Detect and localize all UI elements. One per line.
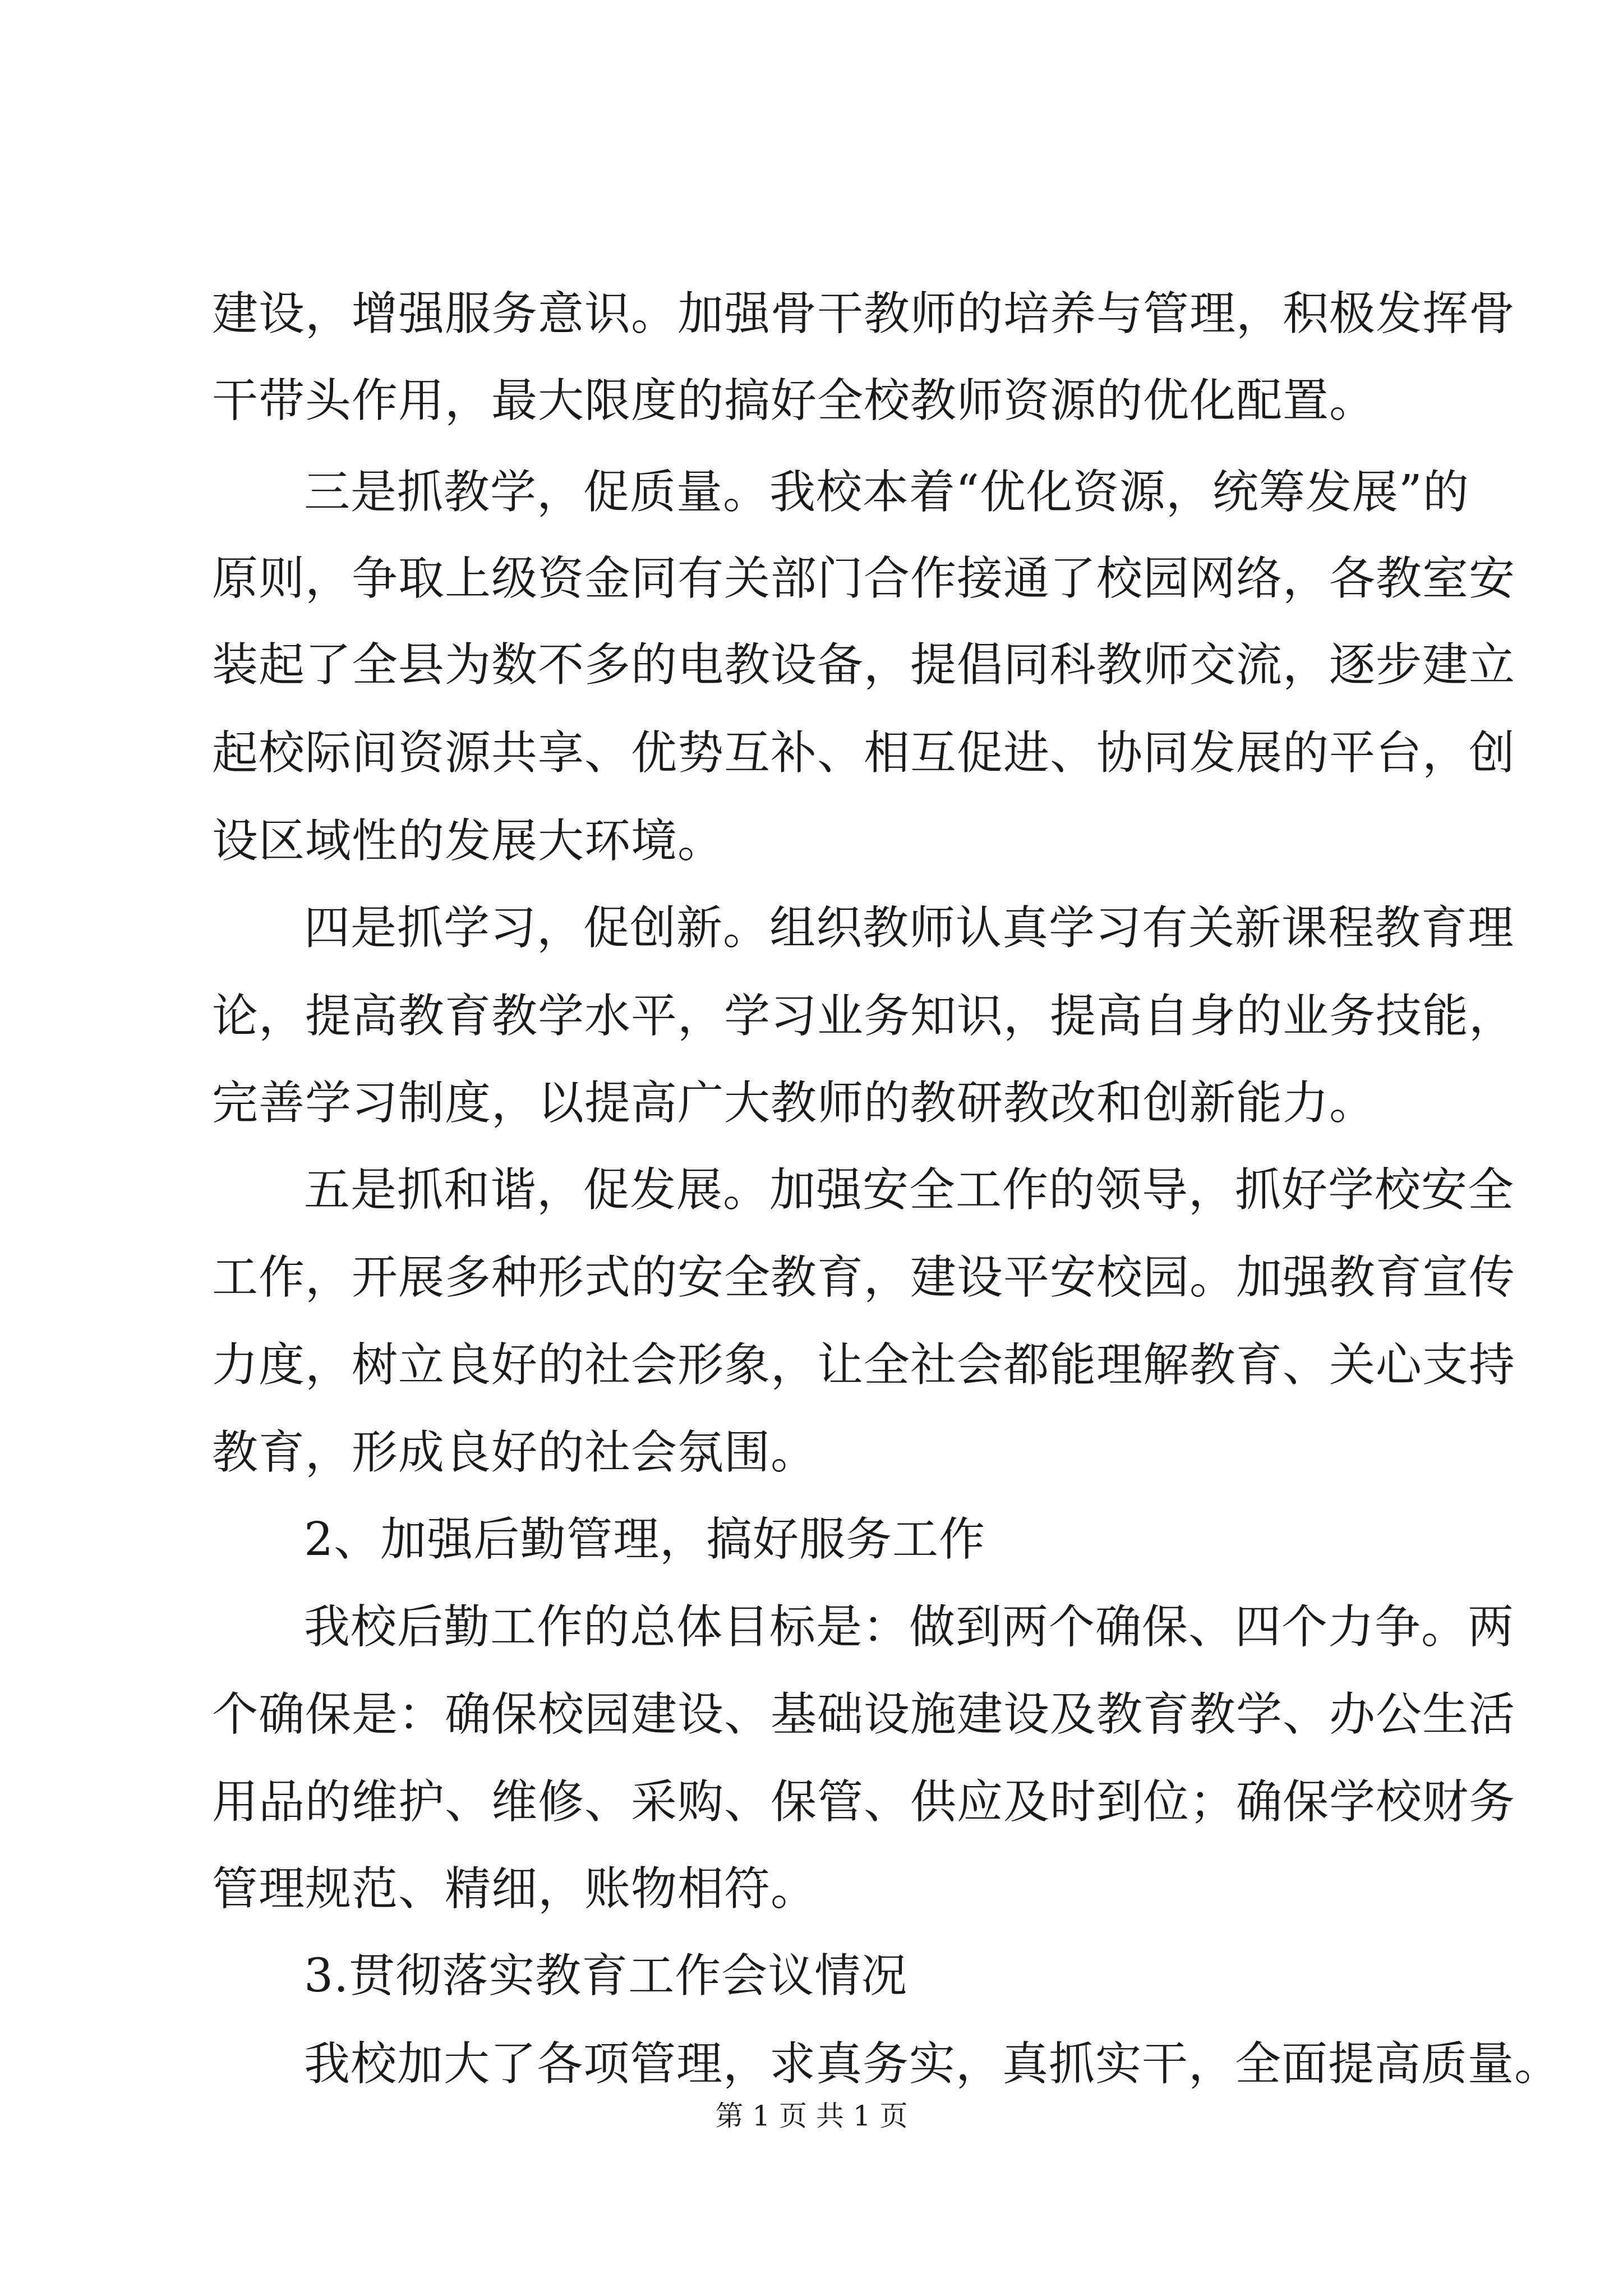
text-line: 设区域性的发展大环境。	[212, 815, 725, 868]
text-line: 装起了全县为数不多的电教设备，提倡同科教师交流，逐步建立	[212, 638, 1516, 692]
text-line: 四是抓学习，促创新。组织教师认真学习有关新课程教育理	[304, 901, 1515, 955]
section-heading: 2、加强后勤管理，搞好服务工作	[304, 1513, 986, 1566]
text-line: 三是抓教学，促质量。我校本着“优化资源，统筹发展”的	[304, 466, 1469, 519]
text-line: 原则，争取上级资金同有关部门合作接通了校园网络，各教室安	[212, 552, 1516, 605]
page-footer: 第 1 页 共 1 页	[715, 2100, 908, 2132]
text-line: 五是抓和谐，促发展。加强安全工作的领导，抓好学校安全	[304, 1163, 1515, 1217]
text-line: 教育，形成良好的社会氛围。	[212, 1426, 818, 1479]
text-line: 建设，增强服务意识。加强骨干教师的培养与管理，积极发挥骨	[212, 287, 1516, 341]
text-line: 起校际间资源共享、优势互补、相互促进、协同发展的平台，创	[212, 726, 1516, 780]
text-line: 力度，树立良好的社会形象，让全社会都能理解教育、关心支持	[212, 1338, 1516, 1392]
text-line: 个确保是：确保校园建设、基础设施建设及教育教学、办公生活	[212, 1688, 1516, 1741]
section-heading: 3.贯彻落实教育工作会议情况	[304, 1949, 908, 2003]
text-line: 论，提高教育教学水平，学习业务知识，提高自身的业务技能，	[212, 990, 1516, 1043]
text-line: 我校后勤工作的总体目标是：做到两个确保、四个力争。两	[304, 1600, 1515, 1654]
text-line: 管理规范、精细，账物相符。	[212, 1862, 818, 1916]
text-line: 用品的维护、维修、采购、保管、供应及时到位；确保学校财务	[212, 1775, 1516, 1829]
text-line: 完善学习制度，以提高广大教师的教研教改和创新能力。	[212, 1076, 1376, 1130]
text-line: 工作，开展多种形式的安全教育，建设平安校园。加强教育宣传	[212, 1251, 1516, 1304]
text-line: 干带头作用，最大限度的搞好全校教师资源的优化配置。	[212, 374, 1376, 427]
text-line: 我校加大了各项管理，求真务实，真抓实干，全面提高质量。	[304, 2037, 1561, 2091]
